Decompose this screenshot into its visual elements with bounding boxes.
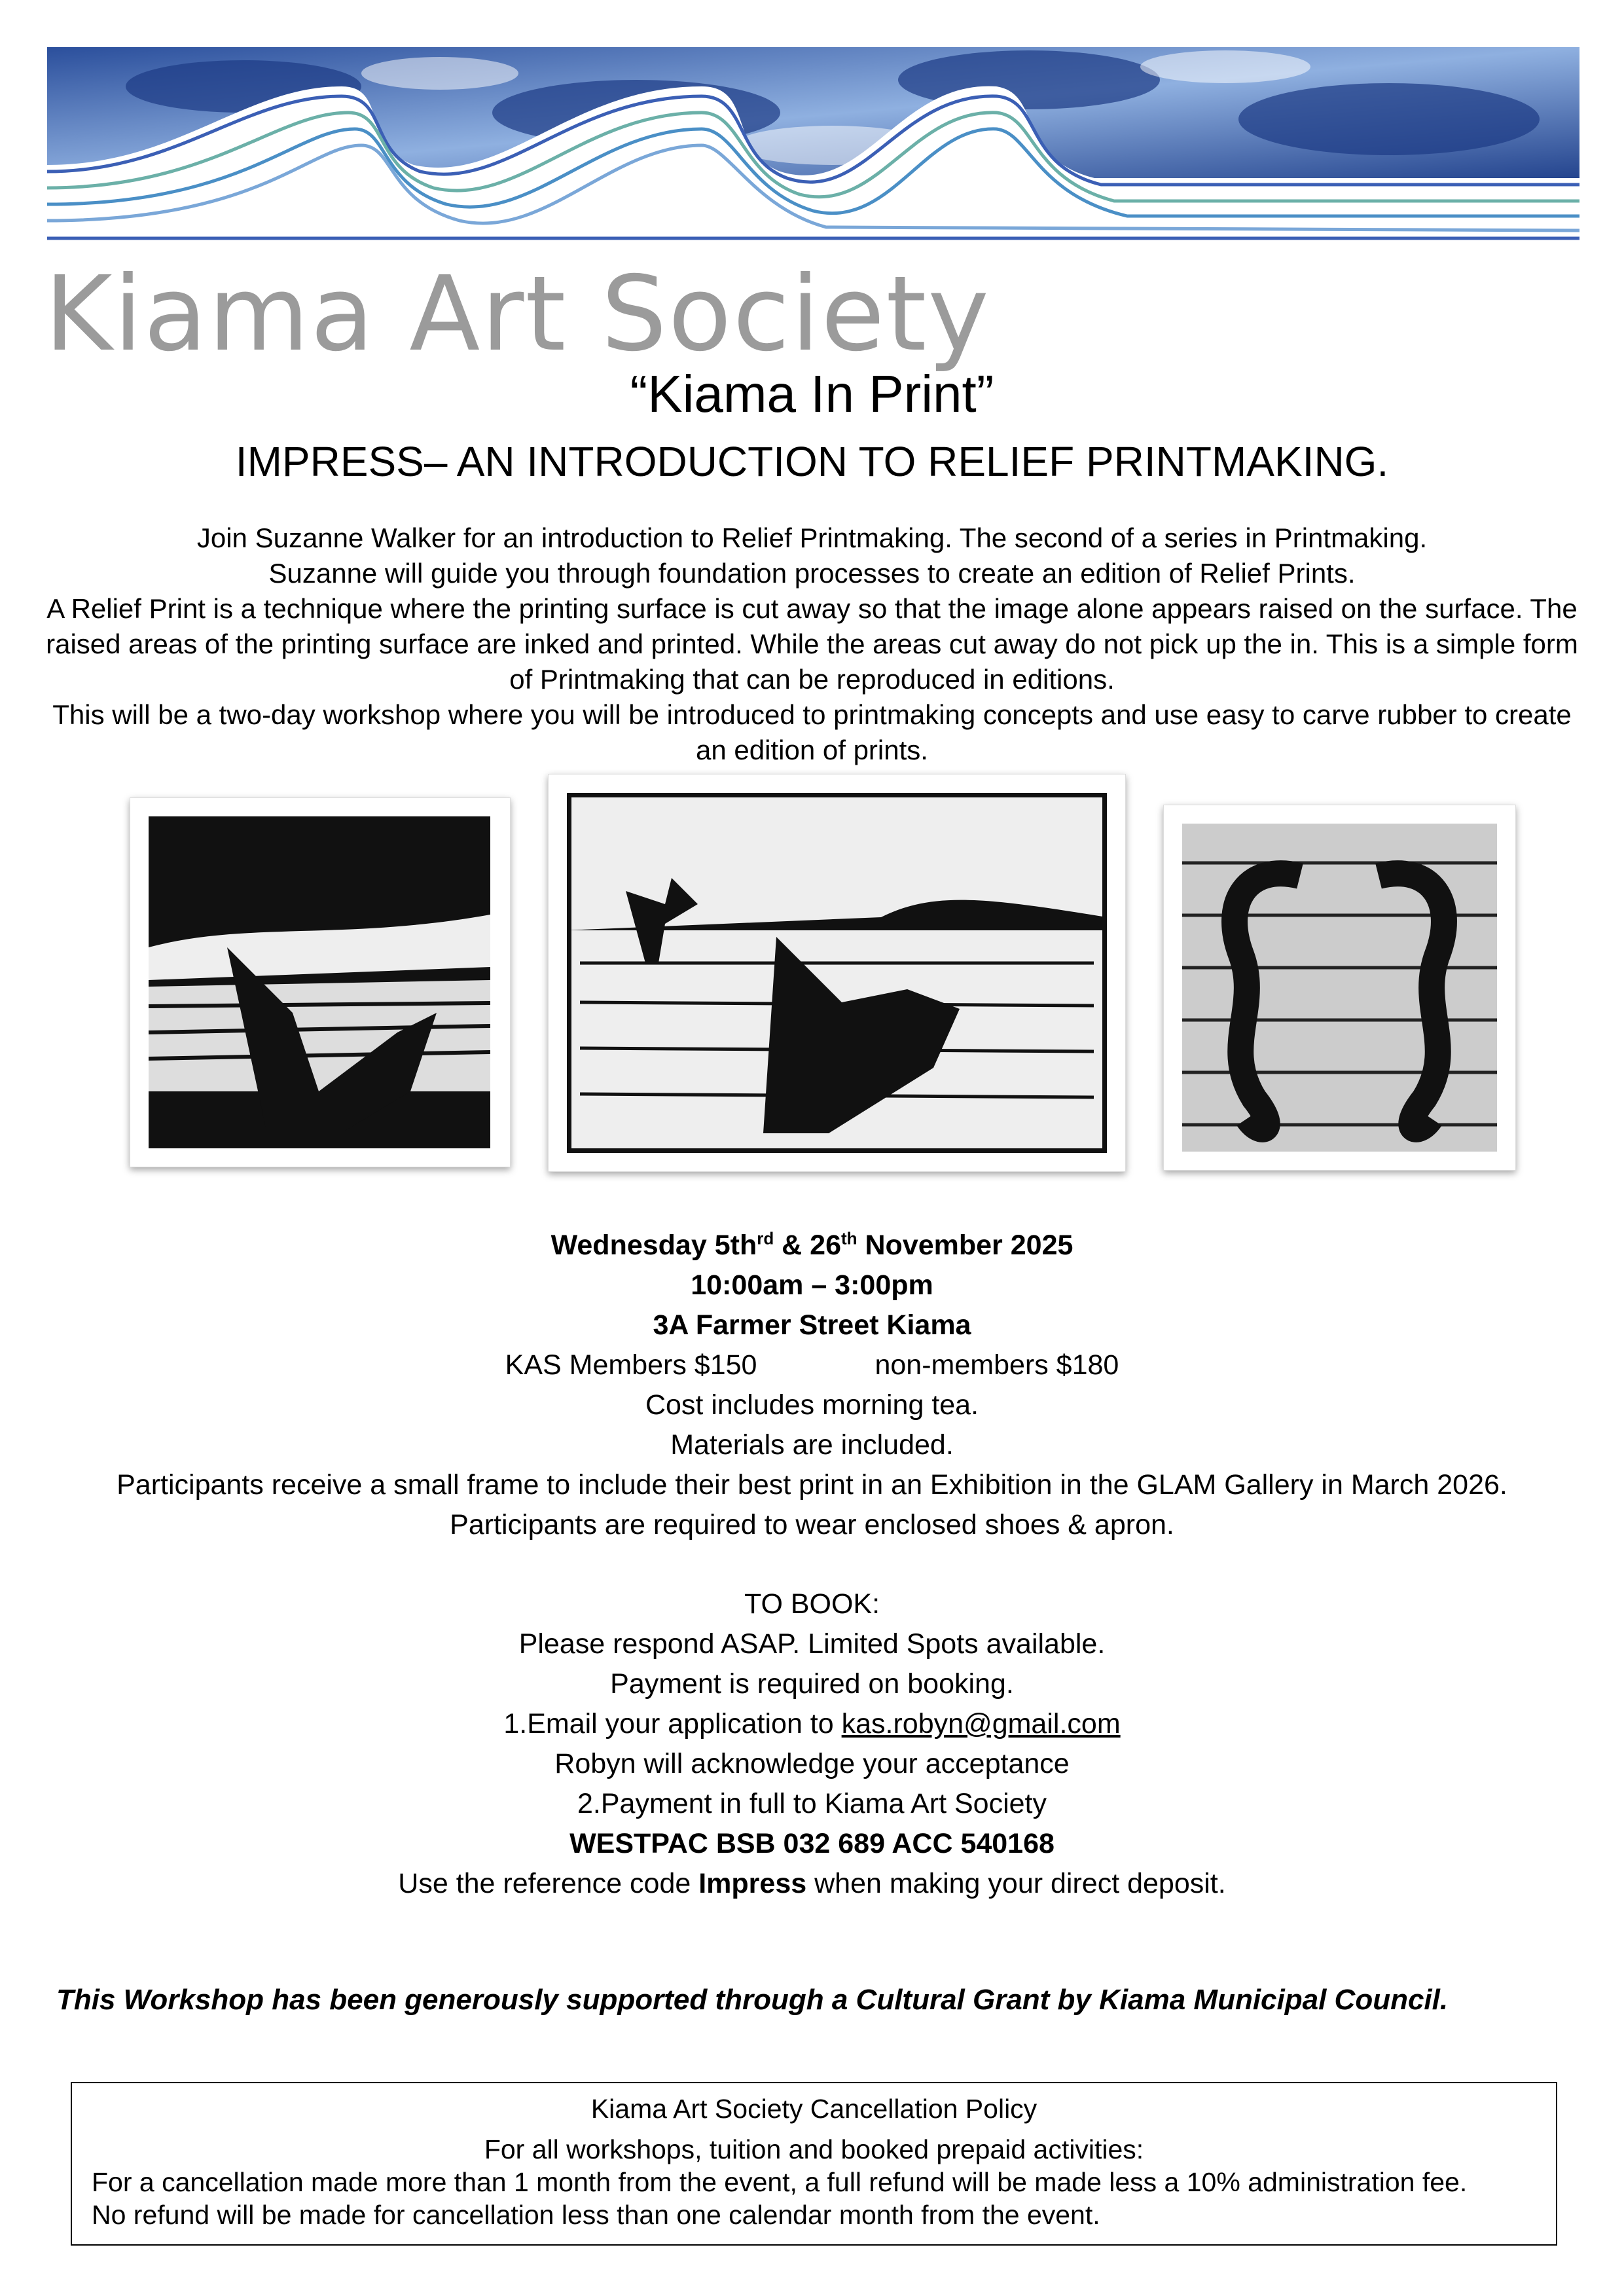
seahorses-print-image [1163, 805, 1516, 1171]
booking-line: 2.Payment in full to Kiama Art Society [577, 1788, 1047, 1819]
policy-rule: No refund will be made for cancellation less than one calendar month from the event. [92, 2200, 1100, 2230]
reference-line: Use the reference code Impress when making your direct deposit. [398, 1868, 1226, 1899]
intro-line: Join Suzanne Walker for an introduction to Relief Printmaking. The second of a series in Printmaking. [196, 522, 1428, 553]
email-link[interactable]: kas.robyn@gmail.com [841, 1708, 1121, 1740]
booking-section [0, 1584, 1624, 1904]
detail-line: Cost includes morning tea. [645, 1389, 979, 1421]
pricing [0, 1345, 1624, 1385]
grant-acknowledgement: This Workshop has been generously supported through a Cultural Grant by Kiama Municipal Council. [56, 1984, 1449, 2016]
bank-details: WESTPAC BSB 032 689 ACC 540168 [569, 1828, 1055, 1859]
detail-line: Participants are required to wear enclosed shoes & apron. [450, 1509, 1174, 1540]
booking-email-line: 1.Email your application to kas.robyn@gmail.com [503, 1708, 1121, 1740]
workshop-dates: Wednesday $5th^{rd}$ & 26th November 2025 [550, 1228, 1074, 1261]
brand-logo-text: Kiama Art Society [45, 254, 990, 374]
workshop-location: 3A Farmer Street Kiama [653, 1309, 971, 1341]
workshop-time: 10:00am – 3:00pm [691, 1269, 933, 1301]
booking-line: Please respond ASAP. Limited Spots available. [518, 1628, 1106, 1660]
whale-breach-print-image [130, 797, 511, 1167]
booking-line: Robyn will acknowledge your acceptance [554, 1748, 1070, 1779]
event-title: “Kiama In Print” [630, 365, 994, 423]
members-price: KAS Members $150 [505, 1349, 757, 1381]
booking-line: Payment is required on booking. [610, 1668, 1014, 1700]
intro-line: Suzanne will guide you through foundation processes to create an edition of Relief Prints. [268, 558, 1356, 589]
policy-rule: For a cancellation made more than 1 month from the event, a full refund will be made less a 10% administration fee. [92, 2167, 1468, 2197]
detail-line: Participants receive a small frame to include their best print in an Exhibition in the GLAM Gallery in March 2026. [117, 1469, 1507, 1501]
booking-heading: TO BOOK: [744, 1588, 880, 1620]
intro-paragraph [39, 520, 1585, 768]
cancellation-policy-box [71, 2082, 1557, 2246]
intro-line: This will be a two-day workshop where you will be introduced to printmaking concepts and use easy to carve rubber to create an edition of prints. [52, 699, 1572, 765]
whales-print-image [548, 774, 1126, 1172]
header-banner-waves [47, 47, 1579, 244]
detail-line: Materials are included. [670, 1429, 954, 1461]
policy-scope: For all workshops, tuition and booked prepaid activities: [484, 2134, 1144, 2164]
workshop-details [0, 1226, 1624, 1545]
workshop-subtitle: IMPRESS– AN INTRODUCTION TO RELIEF PRINTMAKING. [235, 438, 1389, 485]
nonmembers-price: non-members $180 [875, 1349, 1119, 1381]
policy-title: Kiama Art Society Cancellation Policy [590, 2094, 1038, 2124]
intro-line: A Relief Print is a technique where the printing surface is cut away so that the image alone appears raised on the surface. The raised areas of the printing surface are inked and printed. While the areas cut away do not pick up the in. This is a simple form of Printmaking that can be reproduced in editions. [46, 593, 1578, 695]
